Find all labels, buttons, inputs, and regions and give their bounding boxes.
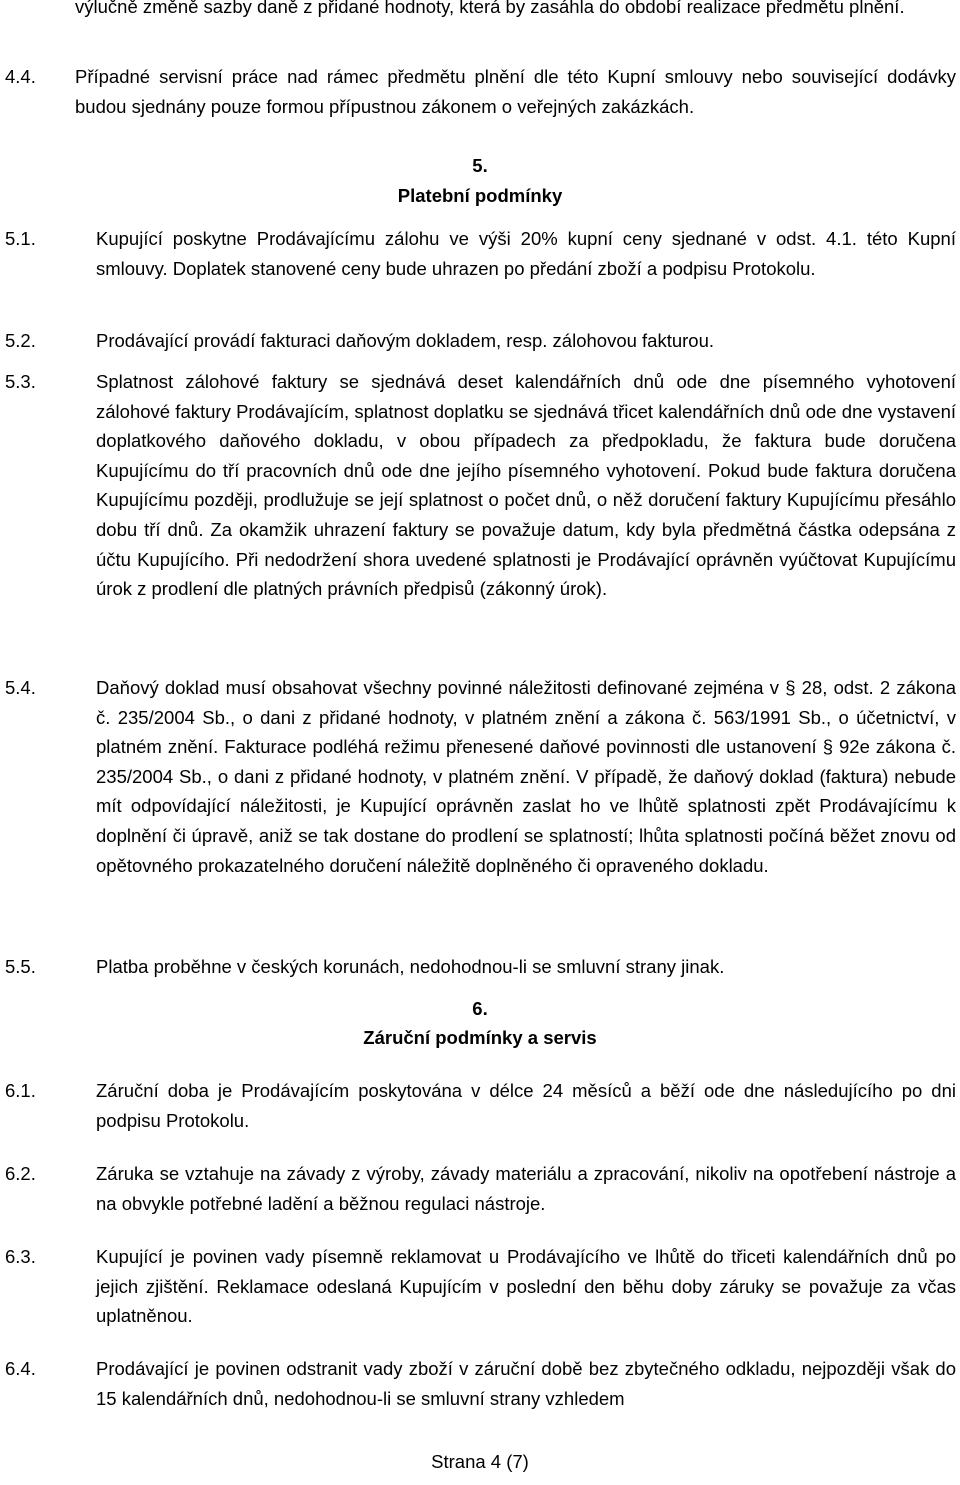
clause-text: Prodávající provádí fakturaci daňovým dokladem, resp. zálohovou fakturou. — [96, 330, 715, 351]
section-title: Záruční podmínky a servis — [363, 1027, 597, 1048]
clause-number: 5.2. — [5, 330, 36, 351]
clause-number: 6.1. — [5, 1080, 36, 1101]
clause-text: Platba proběhne v českých korunách, nedohodnou-li se smluvní strany jinak. — [96, 956, 725, 977]
clause-text: Daňový doklad musí obsahovat všechny povinné náležitosti definované zejména v § 28, odst. 2 zákona č. 235/2004 Sb., o dani z přidané hodnoty, v platném znění a zákona č. 563/1991 Sb., o účetnictví, v platném znění. Fakturace podléhá režimu přenesené daňové povinnosti dle ustanovení § 92e zákona č. 235/2004 Sb., o dani z přidané hodnoty, v platném znění. V případě, že daňový doklad (faktura) nebude mít odpovídající náležitosti, je Kupující oprávněn zaslat ho ve lhůtě splatnosti zpět Prodávajícímu k doplnění či úpravě, aniž se tak dostane do prodlení se splatností; lhůta splatnosti počíná běžet znovu od opětovného prokazatelného doručení náležitě doplněného či opraveného dokladu. — [96, 677, 956, 876]
clause-text: Splatnost zálohové faktury se sjednává deset kalendářních dnů ode dne písemného vyhotovení zálohové faktury Prodávajícím, splatnost doplatku se sjednává třicet kalendářních dnů ode dne vystavení doplatkového daňového dokladu, v obou případech za předpokladu, že faktura bude doručena Kupujícímu do tří pracovních dnů ode dne jejího písemného vyhotovení. Pokud bude faktura doručena Kupujícímu později, prodlužuje se její splatnost o počet dnů, o něž doručení faktury Kupujícímu přesáhlo dobu tří dnů. Za okamžik uhrazení faktury se považuje datum, kdy byla předmětná částka odepsána z účtu Kupujícího. Při nedodržení shora uvedené splatnosti je Prodávající oprávněn vyúčtovat Kupujícímu úrok z prodlení dle platných právních předpisů (zákonný úrok). — [96, 371, 956, 600]
clause-text: Prodávající je povinen odstranit vady zboží v záruční době bez zbytečného odkladu, nejpozději však do 15 kalendářních dnů, nedohodnou-li se smluvní strany vzhledem — [96, 1358, 956, 1409]
section-title: Platební podmínky — [397, 185, 563, 206]
clause-number: 5.5. — [5, 956, 36, 977]
clause-number: 4.4. — [5, 66, 36, 87]
clause-text: Kupující poskytne Prodávajícímu zálohu ve výši 20% kupní ceny sjednané v odst. 4.1. této Kupní smlouvy. Doplatek stanovené ceny bude uhrazen po předání zboží a podpisu Protokolu. — [96, 228, 956, 279]
clause-text: Záruční doba je Prodávajícím poskytována v délce 24 měsíců a běží ode dne následujícího po dni podpisu Protokolu. — [96, 1080, 956, 1131]
section-number: 5. — [472, 155, 488, 176]
clause-number: 5.4. — [5, 677, 36, 698]
clause-text: Případné servisní práce nad rámec předmětu plnění dle této Kupní smlouvy nebo související dodávky budou sjednány pouze formou přípustnou zákonem o veřejných zakázkách. — [75, 66, 956, 117]
clause-number: 5.3. — [5, 371, 36, 392]
clause-number: 6.2. — [5, 1163, 36, 1184]
page-footer: Strana 4 (7) — [431, 1451, 529, 1472]
intro-paragraph: výlučně změně sazby daně z přidané hodnoty, která by zasáhla do období realizace předmětu plnění. — [75, 0, 905, 17]
clause-number: 6.4. — [5, 1358, 36, 1379]
clause-text: Kupující je povinen vady písemně reklamovat u Prodávajícího ve lhůtě do třiceti kalendářních dnů po jejich zjištění. Reklamace odeslaná Kupujícím v poslední den běhu doby záruky se považuje za včas uplatněnou. — [96, 1246, 956, 1327]
clause-text: Záruka se vztahuje na závady z výroby, závady materiálu a zpracování, nikoliv na opotřebení nástroje a na obvykle potřebné ladění a běžnou regulaci nástroje. — [96, 1163, 956, 1214]
section-number: 6. — [472, 998, 488, 1019]
clause-number: 6.3. — [5, 1246, 36, 1267]
clause-number: 5.1. — [5, 228, 36, 249]
